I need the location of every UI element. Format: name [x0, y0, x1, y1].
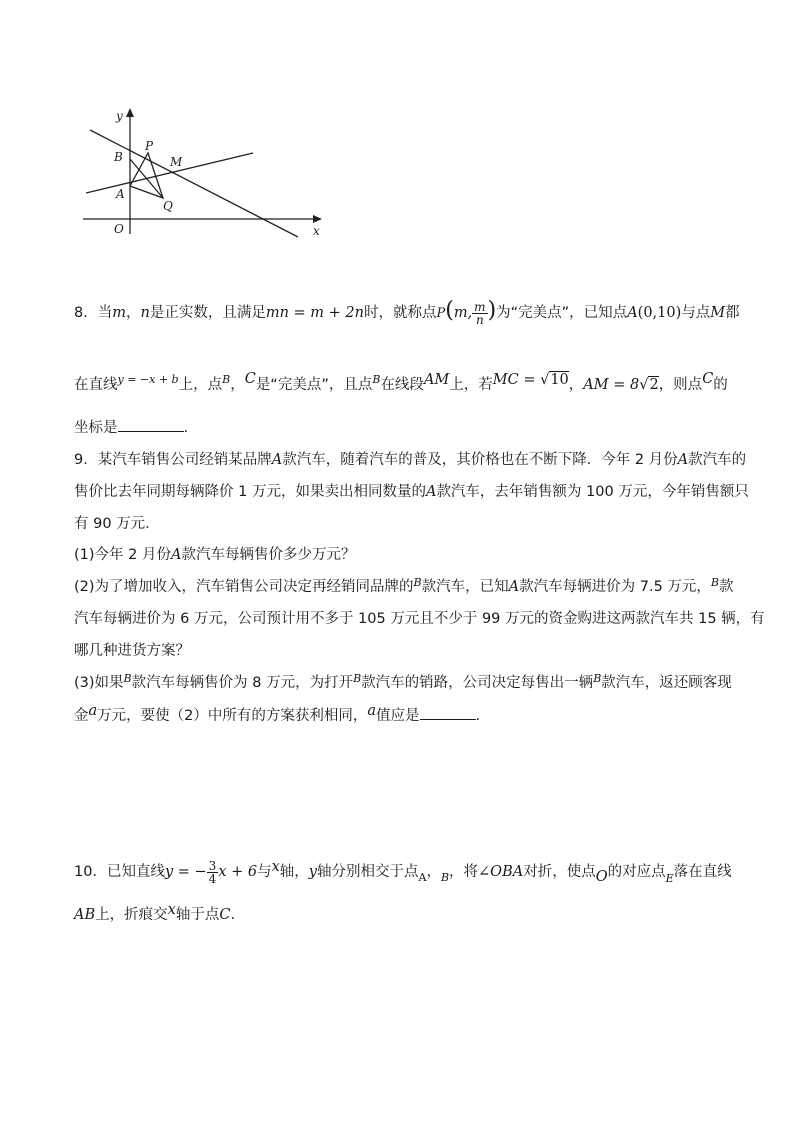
- var-b: B: [413, 576, 422, 589]
- radicand: 10: [550, 372, 569, 388]
- q9-text: 款汽车，随着汽车的普及，其价格也在不断下降．今年 2 月份: [282, 452, 678, 468]
- answer-blank[interactable]: [118, 419, 184, 432]
- var-a: A: [425, 484, 437, 500]
- q9-text: 款: [719, 579, 734, 595]
- label-p: P: [145, 139, 154, 153]
- q8-number: 8．: [74, 305, 98, 321]
- q9-text: 售价比去年同期每辆降价 1 万元，如果卖出相同数量的: [74, 484, 426, 500]
- q9-text: 万元，要使（2）中所有的方案获利相同，: [97, 708, 368, 724]
- q8-text: ，: [125, 305, 141, 321]
- point-c: C: [244, 371, 256, 387]
- am-equation: AM = 8: [583, 377, 640, 393]
- point-b: B: [440, 871, 450, 884]
- sqrt-10: √10: [540, 372, 569, 388]
- q9-part-2-line-2: [74, 607, 765, 628]
- q9-text: 款汽车每辆进价为 7.5 万元，: [519, 579, 711, 595]
- point-o: O: [595, 869, 608, 885]
- q9-line-1: [74, 448, 746, 469]
- point-b: B: [372, 373, 381, 386]
- q9-line-2: [74, 480, 749, 501]
- q9-text: (1)今年 2 月份: [74, 547, 171, 563]
- var-y: y: [308, 864, 317, 880]
- q10-text: 与: [257, 864, 272, 880]
- sqrt-2: √2: [639, 377, 659, 393]
- q8-text: 为“完美点”，已知点: [496, 305, 628, 321]
- line-ab: AB: [74, 907, 96, 923]
- q8-line-1: [74, 298, 740, 326]
- q10-text: .: [230, 907, 236, 923]
- q8-text: 当: [97, 305, 113, 321]
- var-b: B: [123, 672, 132, 685]
- q9-part-2-line-3: [74, 639, 190, 660]
- q8-text: 与点: [681, 305, 711, 321]
- label-x: x: [313, 224, 320, 238]
- var-x: x: [167, 902, 176, 918]
- q9-part-1: [74, 543, 355, 564]
- var-x: x: [271, 859, 280, 875]
- q8-text: 上，若: [449, 377, 493, 393]
- q8-line-3: [74, 416, 188, 437]
- q9-text: 9．某汽车销售公司经销某品牌: [74, 452, 272, 468]
- label-y: y: [116, 109, 123, 123]
- q8-text: ，: [568, 377, 584, 393]
- point-a-coords: (0,10): [637, 305, 682, 321]
- q10-equation: y = −: [164, 864, 207, 880]
- point-c: C: [702, 371, 714, 387]
- label-b: B: [114, 150, 123, 164]
- q9-text: (3)如果: [74, 675, 124, 691]
- q9-text: 值应是: [376, 708, 420, 724]
- point-a: A: [627, 305, 638, 321]
- point-b: B: [222, 373, 231, 386]
- q10-text: ，: [426, 864, 441, 880]
- frac-num: 3: [208, 858, 217, 873]
- var-a: A: [170, 547, 182, 563]
- var-a: A: [271, 452, 283, 468]
- q9-text: (2)为了增加收入，汽车销售公司决定再经销同品牌的: [74, 579, 414, 595]
- q9-part-3-line-1: [74, 671, 732, 692]
- q10-line-1: [74, 859, 732, 885]
- q8-text: 时，就称点: [363, 305, 437, 321]
- var-b: B: [593, 672, 602, 685]
- q10-text: ，将: [449, 864, 479, 880]
- q10-text: 10．已知直线: [74, 864, 165, 880]
- point-m: M: [710, 305, 726, 321]
- q9-line-3: [74, 512, 160, 533]
- q8-text: 是“完美点”，且点: [255, 377, 373, 393]
- frac-den: 4: [208, 871, 217, 886]
- var-n: n: [140, 305, 150, 321]
- q8-text: ，: [230, 377, 245, 393]
- var-a: A: [508, 579, 520, 595]
- q9-part-3-line-2: [74, 703, 480, 725]
- q8-text: 的: [713, 377, 728, 393]
- frac-num: m: [474, 299, 486, 314]
- point-e: E: [665, 872, 674, 885]
- line-equation: y = −x + b: [117, 373, 179, 386]
- point-p: P: [436, 306, 446, 321]
- q8-text: 都: [725, 305, 740, 321]
- var-b: B: [353, 672, 362, 685]
- q10-text: 落在直线: [673, 864, 732, 880]
- q10-text: 上，折痕交: [95, 907, 168, 923]
- q10-text: 对折，使点: [523, 864, 596, 880]
- frac-den: n: [476, 312, 484, 327]
- label-q: Q: [163, 199, 173, 213]
- var-b: B: [710, 576, 719, 589]
- q8-text: 上，点: [178, 377, 223, 393]
- var-m: m: [112, 305, 126, 321]
- q9-text: 金: [74, 708, 89, 724]
- q8-line-2: [74, 371, 728, 394]
- angle-oba: ∠OBA: [478, 864, 524, 880]
- p-coord-m: m,: [453, 305, 473, 321]
- q9-text: 款汽车，已知: [421, 579, 509, 595]
- q8-text: 在线段: [380, 377, 424, 393]
- q10-text: 轴分别相交于点: [316, 864, 419, 880]
- q9-text: 款汽车，返还顾客现: [601, 675, 732, 691]
- q9-text: .: [475, 708, 481, 724]
- q8-text: 是正实数，且满足: [149, 305, 266, 321]
- mc-equation: MC =: [492, 372, 541, 388]
- q10-equation: x + 6: [218, 864, 258, 880]
- q10-line-2: [74, 902, 235, 924]
- q9-text: 汽车每辆进价为 6 万元，公司预计用不多于 105 万元且不少于 99 万元的资金购进这两款汽车共 15 辆，有: [74, 611, 765, 627]
- point-c: C: [219, 907, 231, 923]
- segment-am: AM: [423, 372, 450, 388]
- q9-text: 款汽车的销路，公司决定每售出一辆: [361, 675, 594, 691]
- q8-text: 在直线: [74, 377, 118, 393]
- q9-text: 有 90 万元．: [74, 516, 160, 532]
- fraction-3-over-4: [207, 860, 219, 885]
- q10-text: 的对应点: [607, 864, 666, 880]
- q9-text: 哪几种进货方案？: [74, 643, 190, 659]
- q9-part-2-line-1: [74, 575, 734, 596]
- q9-text: 款汽车每辆售价为 8 万元，为打开: [131, 675, 354, 691]
- var-lower-a: a: [88, 703, 98, 719]
- fraction-m-over-n: [472, 301, 487, 326]
- point-p-coords: (: [445, 298, 454, 323]
- equation-mn: mn = m + 2n: [265, 305, 364, 321]
- label-o: O: [114, 222, 124, 236]
- var-a: A: [677, 452, 689, 468]
- line-bm: [90, 130, 298, 237]
- q9-text: 款汽车的: [688, 452, 747, 468]
- q8-text: .: [183, 420, 189, 436]
- var-lower-a: a: [367, 703, 377, 719]
- answer-blank[interactable]: [420, 707, 476, 720]
- x-arrow: [313, 215, 322, 223]
- geometry-figure: [78, 106, 328, 241]
- radicand: 2: [649, 377, 659, 393]
- q10-text: 轴于点: [175, 907, 220, 923]
- label-m: M: [170, 155, 183, 169]
- q8-text: 坐标是: [74, 420, 118, 436]
- label-a: A: [116, 187, 125, 201]
- q9-text: 款汽车，去年销售额为 100 万元，今年销售额只: [436, 484, 749, 500]
- q9-text: 款汽车每辆售价多少万元？: [181, 547, 356, 563]
- y-arrow: [126, 108, 134, 117]
- q10-text: 轴，: [279, 864, 309, 880]
- point-a: A: [418, 871, 427, 884]
- paren: ): [487, 298, 497, 323]
- q8-text: ，则点: [658, 377, 703, 393]
